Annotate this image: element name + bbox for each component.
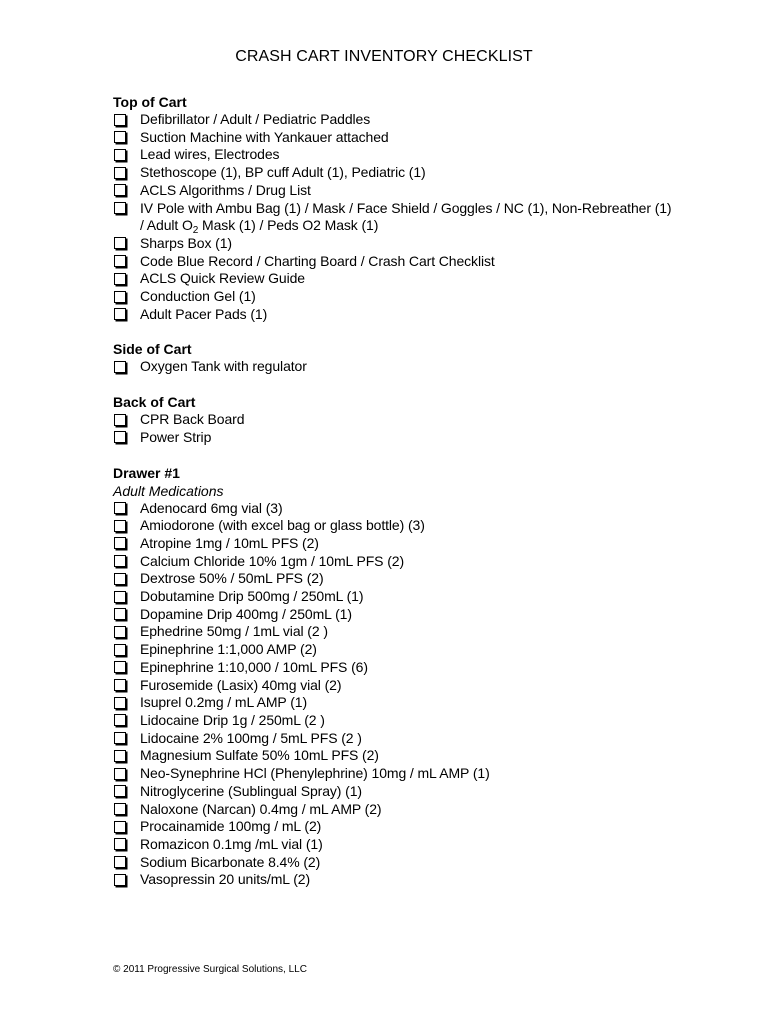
checkbox-icon[interactable]	[114, 361, 126, 373]
checklist-item	[113, 854, 673, 872]
checklist-item	[113, 801, 673, 819]
checklist-item-label	[140, 200, 673, 235]
checkbox-icon[interactable]	[114, 856, 126, 868]
checklist-item	[113, 570, 673, 588]
section-heading: Side of Cart	[113, 341, 192, 358]
checkbox-icon[interactable]	[114, 644, 126, 656]
checklist-item	[113, 411, 673, 429]
checkbox-icon[interactable]	[114, 414, 126, 426]
checklist-item	[113, 164, 673, 182]
checkbox-icon[interactable]	[114, 768, 126, 780]
checkbox-icon[interactable]	[114, 308, 126, 320]
checkbox-icon[interactable]	[114, 537, 126, 549]
checkbox-icon[interactable]	[114, 555, 126, 567]
section	[113, 93, 673, 323]
checklist-item	[113, 146, 673, 164]
checkbox-icon[interactable]	[114, 431, 126, 443]
item-text-part: IV Pole with Ambu Bag (1) / Mask / Face Shield / Goggles / NC (1), Non-Rebreather (1) / Adult O	[140, 199, 672, 234]
checklist-item	[113, 429, 673, 447]
checklist-item	[113, 200, 673, 235]
checklist-item-label: Suction Machine with Yankauer attached	[140, 128, 389, 145]
checkbox-icon[interactable]	[114, 821, 126, 833]
checklist-item	[113, 641, 673, 659]
checklist-item-label: Code Blue Record / Charting Board / Crash Cart Checklist	[140, 252, 495, 269]
checklist-item	[113, 765, 673, 783]
checklist-item	[113, 235, 673, 253]
checklist-item	[113, 712, 673, 730]
checklist-item	[113, 535, 673, 553]
checklist-item-label: Romazicon 0.1mg /mL vial (1)	[140, 835, 323, 852]
section	[113, 340, 673, 376]
checklist-item	[113, 659, 673, 677]
checklist-item-label: Dopamine Drip 400mg / 250mL (1)	[140, 605, 352, 622]
checklist-item-label: CPR Back Board	[140, 411, 245, 428]
checklist-item	[113, 747, 673, 765]
checklist-item	[113, 588, 673, 606]
checkbox-icon[interactable]	[114, 237, 126, 249]
checklist-item-label: Isuprel 0.2mg / mL AMP (1)	[140, 694, 308, 711]
checkbox-icon[interactable]	[114, 803, 126, 815]
checklist-item	[113, 517, 673, 535]
checkbox-icon[interactable]	[114, 114, 126, 126]
checklist-item-label: Oxygen Tank with regulator	[140, 358, 307, 375]
checkbox-icon[interactable]	[114, 273, 126, 285]
checklist-item	[113, 358, 673, 376]
checklist-item-label: Amiodorone (with excel bag or glass bottle) (3)	[140, 517, 425, 534]
section-heading: Top of Cart	[113, 94, 187, 110]
checkbox-icon[interactable]	[114, 626, 126, 638]
checklist-item	[113, 606, 673, 624]
checkbox-icon[interactable]	[114, 714, 126, 726]
checklist-item-label: Lead wires, Electrodes	[140, 146, 280, 163]
checklist-item-label: Magnesium Sulfate 50% 10mL PFS (2)	[140, 747, 379, 764]
checklist-item-label: Power Strip	[140, 428, 212, 445]
checklist-item-label: Epinephrine 1:1,000 AMP (2)	[140, 641, 317, 658]
checklist-item-label: Dextrose 50% / 50mL PFS (2)	[140, 570, 324, 587]
checkbox-icon[interactable]	[114, 502, 126, 514]
checklist-item-label: Lidocaine 2% 100mg / 5mL PFS (2 )	[140, 729, 362, 746]
checkbox-icon[interactable]	[114, 785, 126, 797]
section	[113, 464, 673, 889]
checklist-item-label: Atropine 1mg / 10mL PFS (2)	[140, 534, 319, 551]
section	[113, 393, 673, 446]
checklist-item	[113, 288, 673, 306]
checkbox-icon[interactable]	[114, 608, 126, 620]
checkbox-icon[interactable]	[114, 202, 126, 214]
checkbox-icon[interactable]	[114, 184, 126, 196]
checklist-item	[113, 306, 673, 324]
checklist-item	[113, 694, 673, 712]
checklist-item-label: Procainamide 100mg / mL (2)	[140, 818, 322, 835]
checkbox-icon[interactable]	[114, 573, 126, 585]
checklist-item	[113, 836, 673, 854]
checklist-content	[113, 93, 673, 906]
checklist-item-label: Sharps Box (1)	[140, 234, 232, 251]
checklist-item	[113, 111, 673, 129]
checklist-item-label: Naloxone (Narcan) 0.4mg / mL AMP (2)	[140, 800, 382, 817]
checkbox-icon[interactable]	[114, 732, 126, 744]
checklist-item-label: ACLS Algorithms / Drug List	[140, 181, 311, 198]
checklist-item	[113, 623, 673, 641]
checkbox-icon[interactable]	[114, 167, 126, 179]
checklist-item-label: Stethoscope (1), BP cuff Adult (1), Pediatric (1)	[140, 164, 426, 181]
checkbox-icon[interactable]	[114, 591, 126, 603]
checklist-item	[113, 677, 673, 695]
checkbox-icon[interactable]	[114, 255, 126, 267]
checklist-item-label: Defibrillator / Adult / Pediatric Paddles	[140, 111, 371, 127]
checkbox-icon[interactable]	[114, 291, 126, 303]
checklist-item-label: Lidocaine Drip 1g / 250mL (2 )	[140, 711, 325, 728]
checklist-item-label: Adult Pacer Pads (1)	[140, 305, 268, 322]
checklist-item	[113, 253, 673, 271]
checklist-item-label: Adenocard 6mg vial (3)	[140, 499, 283, 516]
checklist-item-label: Vasopressin 20 units/mL (2)	[140, 871, 311, 888]
checklist-item	[113, 818, 673, 836]
checkbox-icon[interactable]	[114, 679, 126, 691]
checklist-item-label: Sodium Bicarbonate 8.4% (2)	[140, 853, 321, 870]
section-heading: Drawer #1	[113, 464, 180, 481]
checkbox-icon[interactable]	[114, 874, 126, 886]
checklist-item	[113, 270, 673, 288]
checklist-item-label: Nitroglycerine (Sublingual Spray) (1)	[140, 782, 362, 799]
checklist-item	[113, 783, 673, 801]
item-text-part: Mask (1) / Peds O2 Mask (1)	[198, 217, 379, 234]
item-subscript: 2	[192, 225, 199, 237]
section-subheading: Adult Medications	[113, 482, 224, 499]
checklist-item	[113, 129, 673, 147]
checklist-item	[113, 500, 673, 518]
page-title: CRASH CART INVENTORY CHECKLIST	[235, 48, 533, 65]
checkbox-icon[interactable]	[114, 661, 126, 673]
checkbox-icon[interactable]	[114, 520, 126, 532]
checklist-item-label: Conduction Gel (1)	[140, 288, 256, 305]
checklist-item-label: Ephedrine 50mg / 1mL vial (2 )	[140, 623, 328, 640]
checklist-item-label: Epinephrine 1:10,000 / 10mL PFS (6)	[140, 658, 368, 675]
checklist-item	[113, 182, 673, 200]
copyright-footer: © 2011 Progressive Surgical Solutions, LLC	[113, 964, 307, 975]
checklist-item-label: ACLS Quick Review Guide	[140, 270, 305, 287]
checklist-item	[113, 553, 673, 571]
section-heading: Back of Cart	[113, 394, 196, 411]
checklist-item-label: Dobutamine Drip 500mg / 250mL (1)	[140, 588, 364, 605]
checklist-item	[113, 871, 673, 889]
checkbox-icon[interactable]	[114, 697, 126, 709]
checklist-item-label: Calcium Chloride 10% 1gm / 10mL PFS (2)	[140, 552, 405, 569]
checkbox-icon[interactable]	[114, 750, 126, 762]
checkbox-icon[interactable]	[114, 838, 126, 850]
checklist-item-label: Neo-Synephrine HCl (Phenylephrine) 10mg / mL AMP (1)	[140, 765, 490, 782]
checklist-item	[113, 730, 673, 748]
checkbox-icon[interactable]	[114, 131, 126, 143]
checkbox-icon[interactable]	[114, 149, 126, 161]
checklist-item-label: Furosemide (Lasix) 40mg vial (2)	[140, 676, 342, 693]
